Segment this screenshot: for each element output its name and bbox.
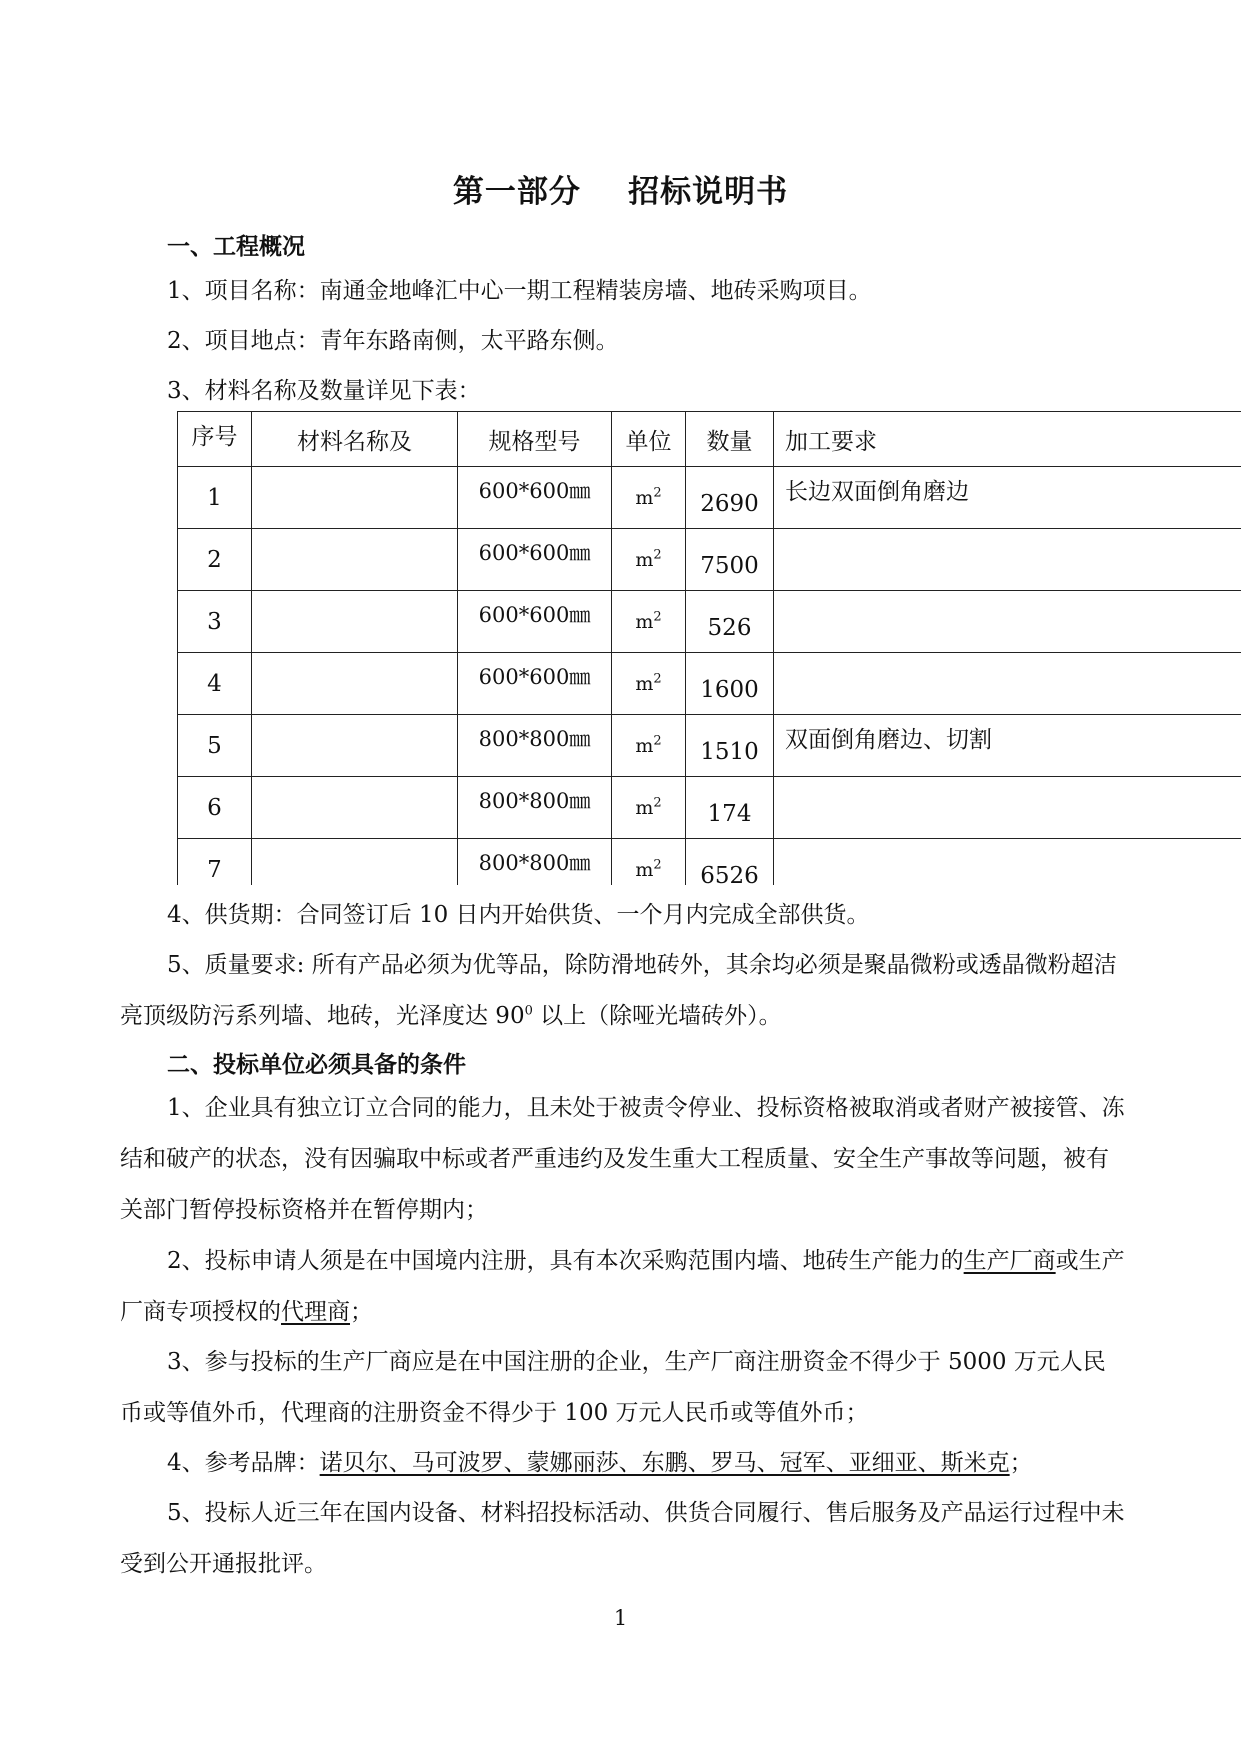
table-row <box>178 777 1241 839</box>
quality-requirement-paragraph <box>120 940 1125 1042</box>
condition-3-paragraph: 3、参与投标的生产厂商应是在中国注册的企业，生产厂商注册资金不得少于 5000 万元人民币或等值外币，代理商的注册资金不得少于 100 万元人民币或等值外币； <box>120 1349 1106 1426</box>
unit-base: m <box>635 610 654 633</box>
condition-2-text: 2、投标申请人须是在中国境内注册，具有本次采购范围内墙、地砖生产能力的 <box>167 1248 964 1274</box>
row-spec: 600*600㎜ <box>458 529 612 591</box>
row-index: 3 <box>178 591 252 653</box>
condition-2-text-mid: 或生产厂商专项授权的 <box>120 1248 1125 1325</box>
materials-table-container <box>177 411 1241 885</box>
table-row <box>178 591 1241 653</box>
row-unit <box>612 715 686 777</box>
row-material-name <box>252 467 458 529</box>
row-processing-requirement <box>774 591 1241 653</box>
header-quantity: 数量 <box>686 412 774 467</box>
row-unit <box>612 529 686 591</box>
row-spec: 600*600㎜ <box>458 653 612 715</box>
row-index: 4 <box>178 653 252 715</box>
row-quantity: 174 <box>686 777 774 839</box>
unit-exponent: 2 <box>653 795 662 811</box>
table-row <box>178 529 1241 591</box>
row-unit <box>612 839 686 886</box>
row-index: 6 <box>178 777 252 839</box>
row-index: 5 <box>178 715 252 777</box>
table-header-row <box>178 412 1241 467</box>
agent-underlined: 代理商 <box>281 1299 350 1325</box>
materials-intro-paragraph: 3、材料名称及数量详见下表： <box>167 378 481 404</box>
unit-exponent: 2 <box>653 609 662 625</box>
unit-exponent: 2 <box>653 547 662 563</box>
row-spec: 600*600㎜ <box>458 591 612 653</box>
materials-table <box>177 411 1241 885</box>
unit-exponent: 2 <box>653 485 662 501</box>
condition-2-paragraph <box>120 1236 1125 1338</box>
section-heading-project-overview: 一、工程概况 <box>167 234 305 260</box>
unit-base: m <box>635 734 654 757</box>
row-material-name <box>252 591 458 653</box>
header-unit: 单位 <box>612 412 686 467</box>
row-index: 2 <box>178 529 252 591</box>
row-processing-requirement <box>774 777 1241 839</box>
row-quantity: 1510 <box>686 715 774 777</box>
row-unit <box>612 653 686 715</box>
row-unit <box>612 467 686 529</box>
unit-base: m <box>635 486 654 509</box>
table-row <box>178 467 1241 529</box>
header-processing-requirement: 加工要求 <box>774 412 1241 467</box>
project-location-paragraph: 2、项目地点：青年东路南侧，太平路东侧。 <box>167 328 619 354</box>
project-name-paragraph: 1、项目名称：南通金地峰汇中心一期工程精装房墙、地砖采购项目。 <box>167 278 872 304</box>
reference-brands-underlined: 诺贝尔、马可波罗、蒙娜丽莎、东鹏、罗马、冠军、亚细亚、斯米克 <box>319 1450 1010 1476</box>
quality-text-end: 以上（除哑光墙砖外）。 <box>532 1003 782 1029</box>
row-material-name <box>252 529 458 591</box>
table-row <box>178 653 1241 715</box>
row-quantity: 1600 <box>686 653 774 715</box>
row-material-name <box>252 715 458 777</box>
condition-2-text-end: ； <box>350 1299 373 1325</box>
condition-4-text: 4、参考品牌： <box>167 1450 320 1476</box>
unit-base: m <box>635 796 654 819</box>
row-processing-requirement <box>774 839 1241 886</box>
header-material-name: 材料名称及 <box>252 412 458 467</box>
row-material-name <box>252 653 458 715</box>
row-quantity: 6526 <box>686 839 774 886</box>
condition-5-paragraph: 5、投标人近三年在国内设备、材料招投标活动、供货合同履行、售后服务及产品运行过程中未受到公开通报批评。 <box>120 1500 1125 1577</box>
section-heading-bidder-conditions: 二、投标单位必须具备的条件 <box>167 1052 466 1078</box>
row-unit <box>612 591 686 653</box>
row-unit <box>612 777 686 839</box>
header-spec: 规格型号 <box>458 412 612 467</box>
supply-period-paragraph: 4、供货期：合同签订后 10 日内开始供货、一个月内完成全部供货。 <box>167 902 870 928</box>
row-spec: 800*800㎜ <box>458 839 612 886</box>
row-material-name <box>252 839 458 886</box>
row-spec: 600*600㎜ <box>458 467 612 529</box>
row-quantity: 2690 <box>686 467 774 529</box>
row-quantity: 7500 <box>686 529 774 591</box>
row-quantity: 526 <box>686 591 774 653</box>
quality-text: 5、质量要求: 所有产品必须为优等品，除防滑地砖外，其余均必须是聚晶微粉或透晶微粉超洁亮顶级防污系列墙、地砖，光泽度达 90 <box>120 952 1117 1029</box>
unit-exponent: 2 <box>653 857 662 873</box>
row-spec: 800*800㎜ <box>458 777 612 839</box>
row-index: 1 <box>178 467 252 529</box>
row-processing-requirement: 长边双面倒角磨边 <box>774 467 1241 529</box>
row-spec: 800*800㎜ <box>458 715 612 777</box>
row-processing-requirement <box>774 529 1241 591</box>
row-material-name <box>252 777 458 839</box>
row-processing-requirement: 双面倒角磨边、切割 <box>774 715 1241 777</box>
condition-4-text-end: ； <box>1009 1450 1033 1476</box>
degree-superscript: 0 <box>524 1003 533 1019</box>
table-row <box>178 715 1241 777</box>
unit-base: m <box>635 548 654 571</box>
row-processing-requirement <box>774 653 1241 715</box>
row-index: 7 <box>178 839 252 886</box>
header-index: 序号 <box>178 412 252 467</box>
page-number: 1 <box>613 1606 628 1630</box>
page-title: 第一部分 招标说明书 <box>452 174 789 210</box>
unit-exponent: 2 <box>653 671 662 687</box>
condition-1-paragraph: 1、企业具有独立订立合同的能力，且未处于被责令停业、投标资格被取消或者财产被接管、冻结和破产的状态，没有因骗取中标或者严重违约及发生重大工程质量、安全生产事故等问题，被有关部门暂停投标资格并在暂停期内； <box>120 1095 1125 1223</box>
unit-exponent: 2 <box>653 733 662 749</box>
condition-4-paragraph <box>120 1438 1125 1489</box>
unit-base: m <box>635 858 654 881</box>
manufacturer-underlined: 生产厂商 <box>963 1248 1056 1274</box>
table-row <box>178 839 1241 886</box>
unit-base: m <box>635 672 654 695</box>
